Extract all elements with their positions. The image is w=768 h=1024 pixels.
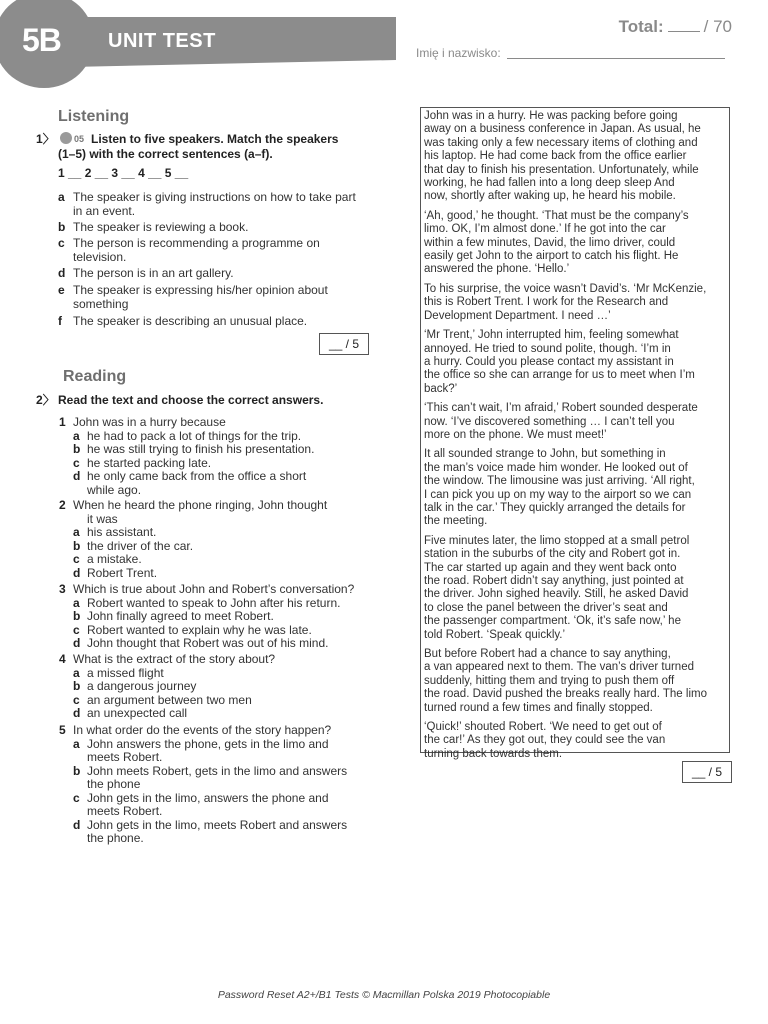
name-blank-line [507, 58, 725, 59]
unit-code: 5B [22, 22, 61, 58]
reading-text-box [420, 107, 730, 760]
task-2-number: 2〉 [36, 393, 55, 407]
reading-question-2: 2 When he heard the phone ringing, John thought it was a his assistant. b the driver of the car. c a mistake. d Robert Trent. [59, 498, 328, 580]
reading-question-5: 5 In what order do the events of the story happen? a John answers the phone, gets in the limo and meets Robert. b John meets Robert, gets in the limo and answers the phone c John gets in the limo, answers the phone and meets Robert. d John gets in the limo, meets Robert and answers the phone. [59, 723, 348, 845]
listening-option-f: f The speaker is describing an unusual place. [58, 314, 308, 328]
listening-option-a: a The speaker is giving instructions on how to take part in an event. [58, 190, 356, 218]
reading-question-4: 4 What is the extract of the story about? a a missed flight b a dangerous journey c an argument between two men d an unexpected call [59, 652, 276, 720]
instruction-line-1: Listen to five speakers. Match the speakers [91, 132, 339, 146]
reading-question-1: 1 John was in a hurry because a he had to pack a lot of things for the trip. b he was still trying to finish his presentation. c he started packing late. d he only came back from the office a short while ago. [59, 415, 315, 497]
story-paragraph-3: To his surprise, the voice wasn’t David’s. ‘Mr McKenzie, this is Robert Trent. I work for the Research and Development Department. I need …’ [424, 282, 707, 322]
story-paragraph-4: ‘Mr Trent,’ John interrupted him, feeling somewhat annoyed. He tried to sound polite, though. ‘I’m in a hurry. Could you please contact my assistant in the office so she can arrange for us to meet when I’m back?’ [424, 329, 695, 395]
total-blank [668, 31, 700, 32]
page-footer: Password Reset A2+/B1 Tests © Macmillan Polska 2019 Photocopiable [217, 989, 551, 1001]
reading-question-3: 3 Which is true about John and Robert’s conversation? a Robert wanted to speak to John after his return. b John finally agreed to meet Robert. c Robert wanted to explain why he was late. d John thought that Robert was out of his mind. [59, 582, 355, 650]
total-label: Total: [618, 17, 664, 36]
reading-title: Reading [63, 368, 127, 385]
listening-option-d: d The person is in an art gallery. [58, 266, 234, 280]
story-paragraph-5: ‘This can’t wait, I’m afraid,’ Robert sounded desperate now. ‘I’ve discovered something … I can’t tell you more on the phone. We must meet!’ [424, 402, 698, 441]
story-paragraph-2: ‘Ah, good,’ he thought. ‘That must be the company’s limo. OK, I’m almost done.’ If he got into the car within a few minutes, David, the limo driver, could easily get John to the airport to catch his flight. He answered the phone. ‘Hello.’ [424, 209, 689, 276]
total-score [619, 17, 732, 37]
track-number: 05 [74, 134, 85, 144]
listening-instruction [36, 132, 378, 162]
listening-option-e: e The speaker is expressing his/her opinion about something [58, 283, 328, 311]
instruction-line-2: (1–5) with the correct sentences (a–f). [58, 147, 273, 161]
reading-instruction: 2〉 Read the text and choose the correct answers. [36, 393, 324, 407]
listening-title: Listening [58, 108, 130, 125]
unit-title: UNIT TEST [108, 30, 216, 52]
listening-option-c: c The person is recommending a programme on television. [58, 236, 320, 264]
listening-option-b: b The speaker is reviewing a book. [58, 220, 249, 234]
task-1-number: 1〉 [36, 132, 55, 146]
story-paragraph-6: It all sounded strange to John, but something in the man’s voice made him wonder. He looked out of the window. The limousine was just arriving. ‘All right, I can pick you up on my way to the airport so we can talk in the car.’ They quickly arranged the details for the meeting. [424, 448, 695, 528]
answer-blanks: 1 __ 2 __ 3 __ 4 __ 5 __ [58, 166, 189, 180]
name-field [416, 46, 725, 60]
story-paragraph-1: John was in a hurry. He was packing before going away on a business conference in Japan. As usual, he was taking only a few necessary items of clothing and his laptop. He had come back from the office earlier that day to finish his presentation. Unfortunately, while working, he had fallen into a long deep sleep And now, shortly after waking up, he heard his mobile. [424, 110, 701, 203]
total-max: / 70 [703, 17, 732, 36]
listening-score-box: __ / 5 [319, 333, 369, 355]
cd-audio-icon [58, 132, 88, 144]
story-paragraph-7: Five minutes later, the limo stopped at a small petrol station in the suburbs of the city and Robert got in. The car started up again and they went back onto the road. Robert didn’t say anything, just pointed at the driver. John sighed heavily. Still, he asked David to close the panel between the driver’s seat and the passenger compartment. ‘Ok, it’s safe now,’ he told Robert. ‘Speak quickly.’ [424, 534, 690, 641]
reading-score-box: __ / 5 [682, 761, 732, 783]
story-paragraph-9: ‘Quick!’ shouted Robert. ‘We need to get out of the car!’ As they got out, they could see the van turning back towards them. [424, 721, 666, 760]
story-paragraph-8: But before Robert had a chance to say anything, a van appeared next to them. The van’s driver turned suddenly, hitting them and trying to push them off the road. David pushed the breaks really hard. The limo turned round a few times and finally stopped. [424, 648, 707, 714]
name-label: Imię i nazwisko: [416, 46, 501, 60]
